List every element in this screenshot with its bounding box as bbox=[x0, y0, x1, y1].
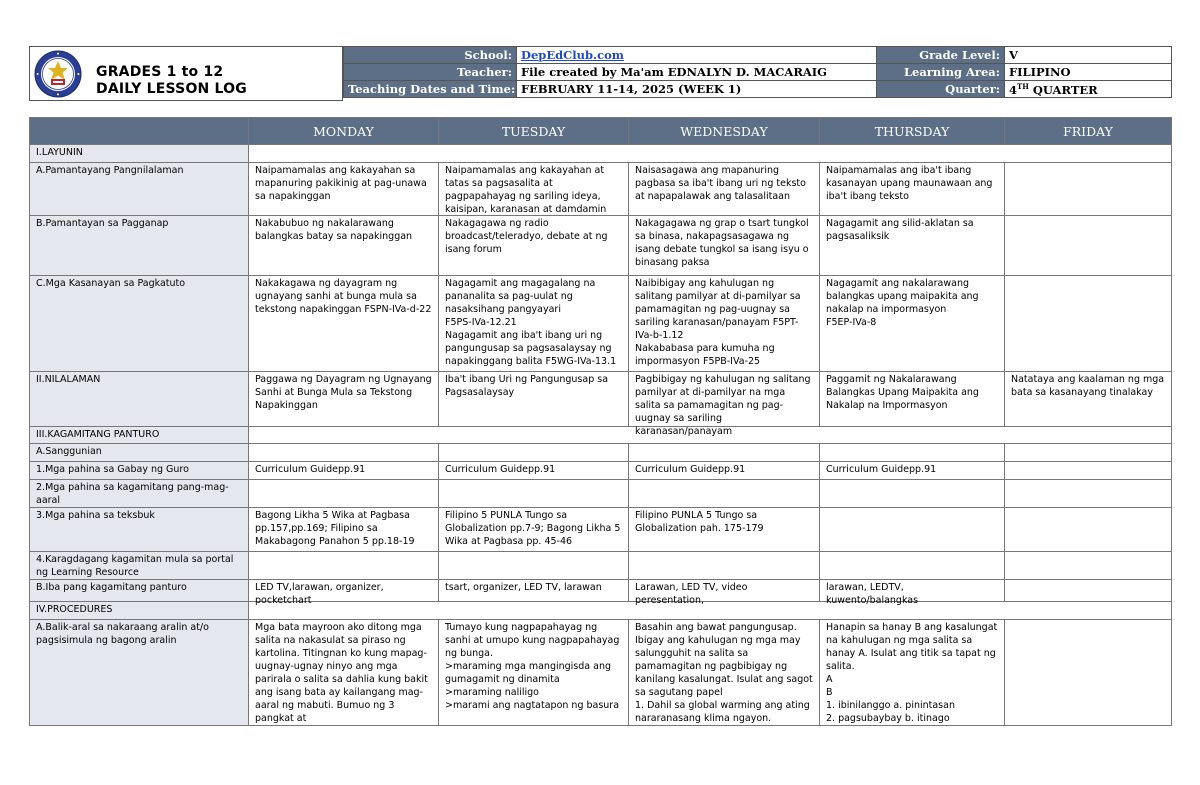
cell-text: Nakagagawa ng grap o tsart tungkol sa binasa, nakapagsasagawa ng isang debate tungkol sa isang isyu o binasang paksa bbox=[635, 218, 809, 268]
cell-text: Nakakagawa ng dayagram ng ugnayang sanhi at bunga mula sa tekstong napakinggan FSPN-IVa-d-22 bbox=[255, 278, 432, 315]
day-cell bbox=[629, 620, 820, 726]
cell-text: Mga bata mayroon ako ditong mga salita na nakasulat sa piraso ng kartolina. Titingnan ko kung mapag-uugnay-ugnay ninyo ang mga parirala o salita sa dahlia kung bakit ang isang bata ay kailangang mag-aaral ng mabuti. Bumuo ng 3 pangkat at bbox=[255, 622, 428, 724]
empty-cell bbox=[439, 145, 629, 163]
deped-seal-icon bbox=[34, 50, 82, 98]
cell-text: Nakagagawa ng radio broadcast/teleradyo, debate at ng isang forum bbox=[445, 218, 608, 255]
cell-text: Hanapin sa hanay B ang kasalungat na kahulugan ng mga salita sa hanay A. Isulat ang titik sa tapat ng salita. A B 1. ibinilanggo a. pinintasan 2. pagsubaybay b. itinago bbox=[826, 622, 998, 724]
row-label: 2.Mga pahina sa kagamitang pang-mag-aaral bbox=[30, 480, 249, 508]
day-cell bbox=[1005, 216, 1172, 276]
day-cell bbox=[439, 372, 629, 427]
day-cell bbox=[820, 372, 1005, 427]
day-cell bbox=[249, 508, 439, 552]
row-label: A.Sanggunian bbox=[30, 444, 249, 462]
day-cell bbox=[1005, 480, 1172, 508]
day-header-monday: MONDAY bbox=[249, 118, 439, 145]
table-row bbox=[30, 444, 1172, 462]
empty-cell bbox=[820, 145, 1005, 163]
day-cell bbox=[1005, 276, 1172, 372]
table-row bbox=[30, 462, 1172, 480]
school-label: School: bbox=[344, 47, 517, 64]
day-cell bbox=[1005, 620, 1172, 726]
day-cell bbox=[439, 620, 629, 726]
lesson-table bbox=[29, 117, 1172, 726]
day-header-friday: FRIDAY bbox=[1005, 118, 1172, 145]
day-header-tuesday: TUESDAY bbox=[439, 118, 629, 145]
day-cell bbox=[1005, 462, 1172, 480]
grade-level-value: V bbox=[1005, 47, 1172, 64]
info-row-dates bbox=[344, 81, 1172, 98]
grade-level-label: Grade Level: bbox=[877, 47, 1005, 64]
table-row bbox=[30, 216, 1172, 276]
cell-text: Naipamamalas ang kakayahan sa mapanuring pakikinig at pag-unawa sa napakinggan bbox=[255, 165, 427, 202]
title-box bbox=[29, 46, 343, 101]
day-cell bbox=[629, 276, 820, 372]
cell-text: Naipamamalas ang iba't ibang kasanayan upang maunawaan ang iba't ibang teksto bbox=[826, 165, 993, 202]
teaching-dates-value: FEBRUARY 11-14, 2025 (WEEK 1) bbox=[517, 81, 877, 98]
cell-text: Naisasagawa ang mapanuring pagbasa sa iba't ibang uri ng teksto at napapalawak ang talasalitaan bbox=[635, 165, 806, 202]
table-row bbox=[30, 276, 1172, 372]
teaching-dates-label: Teaching Dates and Time: bbox=[344, 81, 517, 98]
day-cell bbox=[820, 462, 1005, 480]
day-cell bbox=[249, 372, 439, 427]
table-row bbox=[30, 427, 1172, 444]
day-cell bbox=[629, 508, 820, 552]
cell-text: Tumayo kung nagpapahayag ng sanhi at umupo kung nagpapahayag ng bunga. >maraming mga mangingisda ang gumagamit ng dinamita >maraming naliligo >marami ang nagtatapon ng basura bbox=[445, 622, 620, 711]
cell-text: Naipamamalas ang kakayahan at tatas sa pagsasalita at pagpapahayag ng sariling ideya, kaisipan, karanasan at damdamin bbox=[445, 165, 607, 215]
empty-cell bbox=[1005, 602, 1172, 620]
day-cell bbox=[439, 462, 629, 480]
quarter-label: Quarter: bbox=[877, 81, 1005, 98]
learning-area-label: Learning Area: bbox=[877, 64, 1005, 81]
quarter-number: 4 bbox=[1009, 82, 1018, 97]
row-label: 1.Mga pahina sa Gabay ng Guro bbox=[30, 462, 249, 480]
cell-text: Paggamit ng Nakalarawang Balangkas Upang Maipakita ang Nakalap na Impormasyon bbox=[826, 374, 979, 411]
day-cell bbox=[820, 480, 1005, 508]
empty-cell bbox=[1005, 145, 1172, 163]
quarter-value bbox=[1005, 81, 1172, 98]
empty-cell bbox=[1005, 427, 1172, 444]
day-cell bbox=[439, 163, 629, 216]
day-cell bbox=[820, 276, 1005, 372]
day-cell bbox=[439, 276, 629, 372]
empty-cell bbox=[439, 602, 629, 620]
school-value bbox=[517, 47, 877, 64]
table-row bbox=[30, 145, 1172, 163]
row-label: 4.Karagdagang kagamitan mula sa portal ng Learning Resource bbox=[30, 552, 249, 580]
cell-text: Curriculum Guidepp.91 bbox=[635, 464, 746, 475]
cell-text: Larawan, LED TV, video peresentation, bbox=[635, 582, 748, 606]
day-cell bbox=[439, 508, 629, 552]
cell-text: Nakabubuo ng nakalarawang balangkas batay sa napakinggan bbox=[255, 218, 413, 242]
cell-text: Curriculum Guidepp.91 bbox=[255, 464, 366, 475]
quarter-text: QUARTER bbox=[1028, 82, 1098, 97]
day-header-wednesday: WEDNESDAY bbox=[629, 118, 820, 145]
day-cell bbox=[629, 444, 820, 462]
empty-cell bbox=[820, 427, 1005, 444]
day-cell bbox=[249, 276, 439, 372]
school-link[interactable]: DepEdClub.com bbox=[521, 48, 624, 62]
day-cell bbox=[249, 216, 439, 276]
cell-text: Pagbibigay ng kahulugan ng salitang pamilyar at di-pamilyar na mga salita sa pamamagitan ng pag-uugnay sa sariling karanasan/panayam bbox=[635, 374, 811, 437]
day-cell bbox=[820, 216, 1005, 276]
day-header-row bbox=[30, 118, 1172, 145]
row-label: A.Balik-aral sa nakaraang aralin at/o pagsisimula ng bagong aralin bbox=[30, 620, 249, 726]
cell-text: Iba't ibang Uri ng Pangungusap sa Pagsasalaysay bbox=[445, 374, 609, 398]
cell-text: Curriculum Guidepp.91 bbox=[826, 464, 937, 475]
document-title bbox=[96, 64, 247, 98]
info-row-teacher bbox=[344, 64, 1172, 81]
section-label: I.LAYUNIN bbox=[30, 145, 249, 163]
day-cell bbox=[249, 620, 439, 726]
row-label: 3.Mga pahina sa teksbuk bbox=[30, 508, 249, 552]
day-cell bbox=[439, 216, 629, 276]
section-label: IV.PROCEDURES bbox=[30, 602, 249, 620]
day-header-thursday: THURSDAY bbox=[820, 118, 1005, 145]
empty-cell bbox=[439, 427, 629, 444]
cell-text: Filipino PUNLA 5 Tungo sa Globalization pah. 175-179 bbox=[635, 510, 764, 534]
day-cell bbox=[629, 462, 820, 480]
cell-text: Basahin ang bawat pangungusap. Ibigay ang kahulugan ng mga may salungguhit na salita sa pamamagitan ng pagbibigay ng kanilang kasalungat. Isulat ang sagot sa sagutang papel 1. Dahil sa global warming ang ating nararanasang klima ngayon. bbox=[635, 622, 813, 724]
day-cell bbox=[820, 580, 1005, 606]
empty-cell bbox=[629, 145, 820, 163]
row-label: B.Pamantayan sa Pagganap bbox=[30, 216, 249, 276]
title-line-1: GRADES 1 to 12 bbox=[96, 64, 224, 80]
day-cell bbox=[820, 444, 1005, 462]
day-cell bbox=[249, 444, 439, 462]
day-cell bbox=[249, 480, 439, 508]
learning-area-value: FILIPINO bbox=[1005, 64, 1172, 81]
day-cell bbox=[629, 552, 820, 580]
cell-text: Curriculum Guidepp.91 bbox=[445, 464, 556, 475]
day-cell bbox=[629, 163, 820, 216]
empty-cell bbox=[249, 427, 439, 444]
day-cell bbox=[439, 480, 629, 508]
table-row bbox=[30, 372, 1172, 427]
day-cell bbox=[249, 580, 439, 606]
day-cell bbox=[629, 372, 820, 437]
lesson-table-body bbox=[30, 145, 1172, 726]
cell-text: Bagong Likha 5 Wika at Pagbasa pp.157,pp.169; Filipino sa Makabagong Panahon 5 pp.18-19 bbox=[255, 510, 415, 547]
day-cell bbox=[439, 552, 629, 580]
day-cell bbox=[820, 552, 1005, 580]
table-row bbox=[30, 580, 1172, 602]
cell-text: LED TV,larawan, organizer, pocketchart bbox=[255, 582, 384, 606]
day-cell bbox=[249, 462, 439, 480]
row-label: B.Iba pang kagamitang panturo bbox=[30, 580, 249, 602]
cell-text: Nagagamit ang magagalang na pananalita sa pag-uulat ng nasaksihang pangyayari F5PS-IVa-12.21 Nagagamit ang iba't ibang uri ng pangungusap sa pagsasalaysay ng napakinggang balita F5WG-IVa-13.1 bbox=[445, 278, 617, 367]
day-cell bbox=[1005, 580, 1172, 602]
cell-text: larawan, LEDTV, kuwento/balangkas bbox=[826, 582, 919, 606]
row-label: A.Pamantayang Pangnilalaman bbox=[30, 163, 249, 216]
day-cell bbox=[820, 620, 1005, 726]
day-cell bbox=[439, 444, 629, 462]
cell-text: Natataya ang kaalaman ng mga bata sa kasanayang tinalakay bbox=[1011, 374, 1165, 398]
day-cell bbox=[629, 580, 820, 606]
title-line-2: DAILY LESSON LOG bbox=[96, 81, 247, 97]
day-cell bbox=[820, 508, 1005, 552]
cell-text: Paggawa ng Dayagram ng Ugnayang Sanhi at Bunga Mula sa Tekstong Napakinggan bbox=[255, 374, 432, 411]
info-table bbox=[343, 46, 1172, 98]
day-cell bbox=[1005, 552, 1172, 580]
day-cell bbox=[820, 163, 1005, 216]
day-cell bbox=[629, 480, 820, 508]
day-cell bbox=[439, 580, 629, 602]
table-row bbox=[30, 552, 1172, 580]
header-corner bbox=[30, 118, 249, 145]
table-row bbox=[30, 480, 1172, 508]
day-cell bbox=[249, 552, 439, 580]
teacher-label: Teacher: bbox=[344, 64, 517, 81]
table-row bbox=[30, 602, 1172, 620]
day-cell bbox=[1005, 372, 1172, 427]
empty-cell bbox=[249, 145, 439, 163]
table-row bbox=[30, 620, 1172, 726]
section-label: III.KAGAMITANG PANTURO bbox=[30, 427, 249, 444]
cell-text: Nagagamit ang nakalarawang balangkas upang maipakita ang nakalap na impormasyon F5EP-IVa-8 bbox=[826, 278, 979, 328]
day-cell bbox=[629, 216, 820, 276]
row-label: II.NILALAMAN bbox=[30, 372, 249, 427]
table-row bbox=[30, 508, 1172, 552]
day-cell bbox=[1005, 508, 1172, 552]
info-row-school bbox=[344, 47, 1172, 64]
cell-text: Filipino 5 PUNLA Tungo sa Globalization pp.7-9; Bagong Likha 5 Wika at Pagbasa pp. 45-46 bbox=[445, 510, 621, 547]
cell-text: Naibibigay ang kahulugan ng salitang pamilyar at di-pamilyar sa pamamagitan ng pag-uugnay sa sariling karanasan/panayam F5PT-IVa-b-1.12 Nakababasa para kumuha ng impormasyon F5PB-IVa-25 bbox=[635, 278, 801, 367]
cell-text: Nagagamit ang silid-aklatan sa pagsasaliksik bbox=[826, 218, 974, 242]
quarter-suffix: TH bbox=[1017, 81, 1029, 91]
row-label: C.Mga Kasanayan sa Pagkatuto bbox=[30, 276, 249, 372]
day-cell bbox=[1005, 444, 1172, 462]
cell-text: tsart, organizer, LED TV, larawan bbox=[445, 582, 602, 593]
day-cell bbox=[1005, 163, 1172, 216]
teacher-value: File created by Ma'am EDNALYN D. MACARAIG bbox=[517, 64, 877, 81]
table-row bbox=[30, 163, 1172, 216]
day-cell bbox=[249, 163, 439, 216]
